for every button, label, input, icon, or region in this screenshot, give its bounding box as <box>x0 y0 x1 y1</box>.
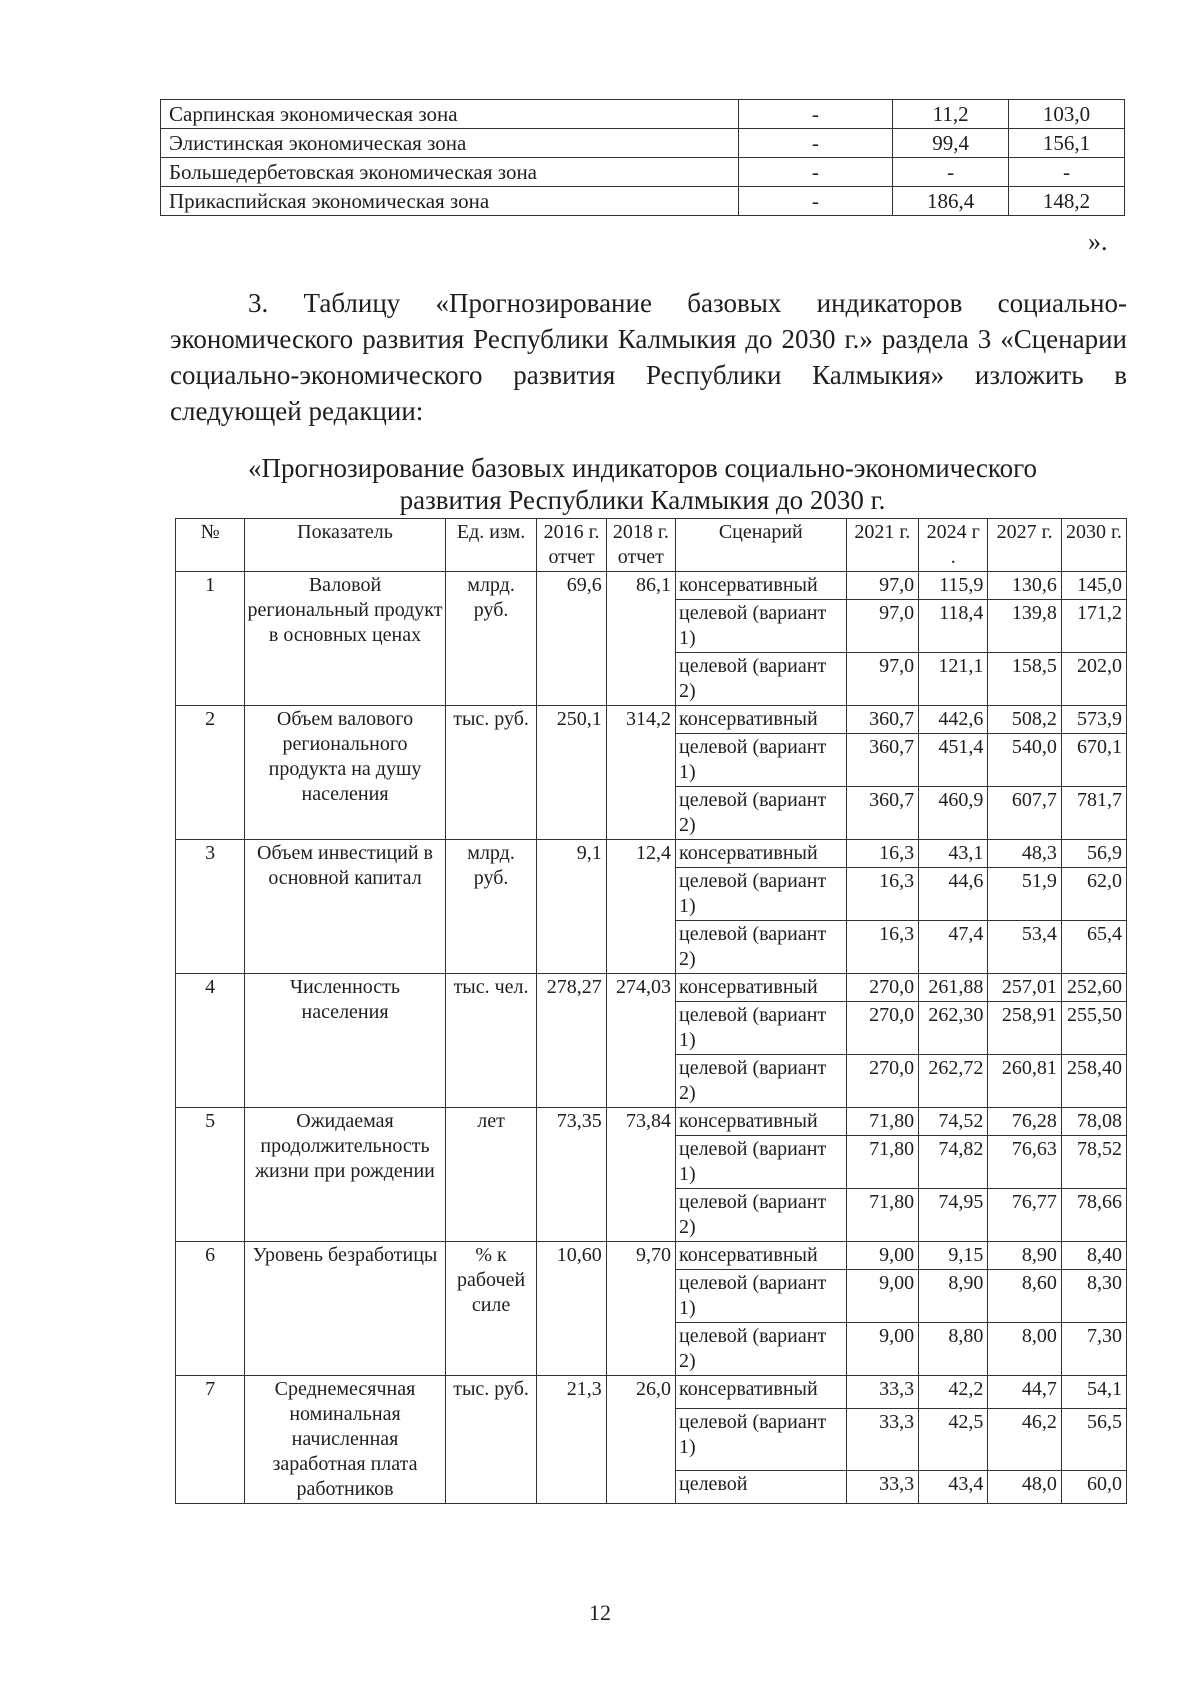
value-2024: 43,4 <box>919 1471 988 1504</box>
value-2027: 44,7 <box>988 1376 1062 1409</box>
header-indicator: Показатель <box>245 519 445 572</box>
value-2016: 69,6 <box>537 572 606 706</box>
value-2018: 12,4 <box>606 840 675 974</box>
value-2030: 202,0 <box>1061 653 1126 706</box>
scenario-name: целевой <box>676 1471 847 1504</box>
value-2024: 8,80 <box>919 1323 988 1376</box>
value-2027: 8,90 <box>988 1242 1062 1270</box>
indicator-unit: тыс. руб. <box>445 1376 537 1504</box>
row-number: 7 <box>176 1376 245 1504</box>
value-2021: 9,00 <box>846 1242 918 1270</box>
value-2021: 33,3 <box>846 1471 918 1504</box>
value-2027: 51,9 <box>988 868 1062 921</box>
indicator-name: Ожидаемая продолжительность жизни при рождении <box>245 1108 445 1242</box>
scenario-name: целевой (вариант 2) <box>676 787 847 840</box>
table-row <box>176 1376 1127 1409</box>
zone-row <box>161 129 1125 158</box>
value-2027: 607,7 <box>988 787 1062 840</box>
value-2030: 255,50 <box>1061 1002 1126 1055</box>
zone-value-2: 186,4 <box>893 187 1009 216</box>
scenario-name: целевой (вариант 1) <box>676 1270 847 1323</box>
value-2016: 278,27 <box>537 974 606 1108</box>
value-2021: 71,80 <box>846 1108 918 1136</box>
indicator-unit: тыс. чел. <box>445 974 537 1108</box>
value-2018: 73,84 <box>606 1108 675 1242</box>
scenario-name: целевой (вариант 1) <box>676 1408 847 1470</box>
amendment-paragraph <box>170 285 1127 429</box>
value-2021: 16,3 <box>846 868 918 921</box>
zone-row <box>161 100 1125 129</box>
indicator-name: Численность населения <box>245 974 445 1108</box>
caption-line-2: развития Республики Калмыкия до 2030 г. <box>399 485 886 515</box>
scenario-name: целевой (вариант 1) <box>676 600 847 653</box>
value-2024: 44,6 <box>919 868 988 921</box>
closing-quote: ». <box>1088 227 1108 256</box>
indicator-unit: лет <box>445 1108 537 1242</box>
scenario-name: целевой (вариант 2) <box>676 921 847 974</box>
value-2030: 8,40 <box>1061 1242 1126 1270</box>
value-2024: 121,1 <box>919 653 988 706</box>
value-2030: 78,66 <box>1061 1189 1126 1242</box>
value-2024: 74,52 <box>919 1108 988 1136</box>
scenario-name: целевой (вариант 1) <box>676 734 847 787</box>
value-2021: 97,0 <box>846 653 918 706</box>
value-2024: 442,6 <box>919 706 988 734</box>
table-caption <box>160 452 1125 516</box>
row-number: 2 <box>176 706 245 840</box>
scenario-name: консервативный <box>676 572 847 600</box>
zone-value-2: 99,4 <box>893 129 1009 158</box>
scenario-name: целевой (вариант 1) <box>676 1002 847 1055</box>
indicator-unit: млрд. руб. <box>445 572 537 706</box>
header-scenario: Сценарий <box>676 519 847 572</box>
zone-value-3: 156,1 <box>1009 129 1125 158</box>
value-2027: 48,3 <box>988 840 1062 868</box>
value-2024: 451,4 <box>919 734 988 787</box>
value-2024: 262,30 <box>919 1002 988 1055</box>
forecast-table <box>175 518 1127 1504</box>
header-2030: 2030 г. <box>1061 519 1126 572</box>
value-2024: 43,1 <box>919 840 988 868</box>
table-row <box>176 572 1127 600</box>
table-row <box>176 974 1127 1002</box>
value-2021: 360,7 <box>846 734 918 787</box>
table-header-row <box>176 519 1127 572</box>
value-2021: 71,80 <box>846 1189 918 1242</box>
value-2021: 270,0 <box>846 1055 918 1108</box>
value-2021: 360,7 <box>846 787 918 840</box>
indicator-name: Объем инвестиций в основной капитал <box>245 840 445 974</box>
table-row <box>176 1242 1127 1270</box>
table-row <box>176 840 1127 868</box>
value-2027: 53,4 <box>988 921 1062 974</box>
value-2027: 130,6 <box>988 572 1062 600</box>
value-2030: 8,30 <box>1061 1270 1126 1323</box>
header-unit: Ед. изм. <box>445 519 537 572</box>
value-2018: 314,2 <box>606 706 675 840</box>
scenario-name: консервативный <box>676 840 847 868</box>
indicator-name: Уровень безработицы <box>245 1242 445 1376</box>
zone-row <box>161 187 1125 216</box>
scenario-name: целевой (вариант 1) <box>676 1136 847 1189</box>
zone-row <box>161 158 1125 187</box>
value-2030: 781,7 <box>1061 787 1126 840</box>
value-2030: 56,9 <box>1061 840 1126 868</box>
row-number: 1 <box>176 572 245 706</box>
zone-value-2: 11,2 <box>893 100 1009 129</box>
value-2021: 71,80 <box>846 1136 918 1189</box>
value-2030: 78,08 <box>1061 1108 1126 1136</box>
indicator-unit: % к рабочей силе <box>445 1242 537 1376</box>
value-2024: 115,9 <box>919 572 988 600</box>
header-2021: 2021 г. <box>846 519 918 572</box>
table-row <box>176 1108 1127 1136</box>
value-2027: 8,00 <box>988 1323 1062 1376</box>
value-2021: 33,3 <box>846 1376 918 1409</box>
value-2030: 573,9 <box>1061 706 1126 734</box>
indicator-unit: тыс. руб. <box>445 706 537 840</box>
value-2027: 540,0 <box>988 734 1062 787</box>
zone-value-1: - <box>738 158 893 187</box>
scenario-name: целевой (вариант 1) <box>676 868 847 921</box>
value-2030: 252,60 <box>1061 974 1126 1002</box>
header-2024: 2024 г . <box>919 519 988 572</box>
row-number: 4 <box>176 974 245 1108</box>
row-number: 5 <box>176 1108 245 1242</box>
value-2021: 270,0 <box>846 974 918 1002</box>
value-2030: 145,0 <box>1061 572 1126 600</box>
indicator-name: Валовой региональный продукт в основных ценах <box>245 572 445 706</box>
zone-value-3: 103,0 <box>1009 100 1125 129</box>
value-2024: 262,72 <box>919 1055 988 1108</box>
value-2027: 76,28 <box>988 1108 1062 1136</box>
value-2021: 16,3 <box>846 840 918 868</box>
row-number: 3 <box>176 840 245 974</box>
value-2030: 171,2 <box>1061 600 1126 653</box>
zone-value-1: - <box>738 100 893 129</box>
value-2021: 97,0 <box>846 600 918 653</box>
value-2021: 33,3 <box>846 1408 918 1470</box>
value-2021: 16,3 <box>846 921 918 974</box>
value-2030: 258,40 <box>1061 1055 1126 1108</box>
zone-value-3: 148,2 <box>1009 187 1125 216</box>
scenario-name: целевой (вариант 2) <box>676 1189 847 1242</box>
scenario-name: целевой (вариант 2) <box>676 1323 847 1376</box>
value-2030: 56,5 <box>1061 1408 1126 1470</box>
zone-name: Большедербетовская экономическая зона <box>161 158 739 187</box>
value-2021: 270,0 <box>846 1002 918 1055</box>
page-number: 12 <box>589 1600 611 1625</box>
scenario-name: консервативный <box>676 1242 847 1270</box>
value-2024: 74,82 <box>919 1136 988 1189</box>
value-2024: 47,4 <box>919 921 988 974</box>
value-2021: 9,00 <box>846 1270 918 1323</box>
value-2030: 78,52 <box>1061 1136 1126 1189</box>
indicator-unit: млрд. руб. <box>445 840 537 974</box>
header-2027: 2027 г. <box>988 519 1062 572</box>
value-2024: 74,95 <box>919 1189 988 1242</box>
value-2018: 274,03 <box>606 974 675 1108</box>
row-number: 6 <box>176 1242 245 1376</box>
scenario-name: консервативный <box>676 1376 847 1409</box>
value-2024: 42,2 <box>919 1376 988 1409</box>
value-2024: 118,4 <box>919 600 988 653</box>
value-2016: 21,3 <box>537 1376 606 1504</box>
value-2018: 26,0 <box>606 1376 675 1504</box>
value-2027: 260,81 <box>988 1055 1062 1108</box>
value-2021: 360,7 <box>846 706 918 734</box>
paragraph-text: 3. Таблицу «Прогнозирование базовых индикаторов социально-экономического развития Республики Калмыкия до 2030 г.» раздела 3 «Сценарии социально-экономического развития Республики Калмыкия» изложить в следующей редакции: <box>170 288 1127 426</box>
zone-value-3: - <box>1009 158 1125 187</box>
caption-line-1: «Прогнозирование базовых индикаторов социально-экономического <box>247 453 1038 483</box>
zone-name: Прикаспийская экономическая зона <box>161 187 739 216</box>
value-2030: 7,30 <box>1061 1323 1126 1376</box>
value-2030: 60,0 <box>1061 1471 1126 1504</box>
scenario-name: целевой (вариант 2) <box>676 1055 847 1108</box>
value-2018: 86,1 <box>606 572 675 706</box>
value-2030: 670,1 <box>1061 734 1126 787</box>
value-2027: 76,63 <box>988 1136 1062 1189</box>
value-2027: 158,5 <box>988 653 1062 706</box>
scenario-name: консервативный <box>676 706 847 734</box>
value-2024: 8,90 <box>919 1270 988 1323</box>
zone-name: Сарпинская экономическая зона <box>161 100 739 129</box>
header-2016: 2016 г. отчет <box>537 519 606 572</box>
zone-name: Элистинская экономическая зона <box>161 129 739 158</box>
economic-zones-table <box>160 99 1125 216</box>
header-num: № <box>176 519 245 572</box>
value-2024: 9,15 <box>919 1242 988 1270</box>
indicator-name: Среднемесячная номинальная начисленная заработная плата работников <box>245 1376 445 1504</box>
header-2018: 2018 г. отчет <box>606 519 675 572</box>
value-2021: 97,0 <box>846 572 918 600</box>
value-2024: 460,9 <box>919 787 988 840</box>
value-2027: 76,77 <box>988 1189 1062 1242</box>
value-2027: 508,2 <box>988 706 1062 734</box>
zone-value-2: - <box>893 158 1009 187</box>
value-2027: 258,91 <box>988 1002 1062 1055</box>
scenario-name: целевой (вариант 2) <box>676 653 847 706</box>
indicator-name: Объем валового регионального продукта на душу населения <box>245 706 445 840</box>
scenario-name: консервативный <box>676 974 847 1002</box>
value-2030: 62,0 <box>1061 868 1126 921</box>
value-2016: 9,1 <box>537 840 606 974</box>
value-2018: 9,70 <box>606 1242 675 1376</box>
table-row <box>176 706 1127 734</box>
value-2024: 42,5 <box>919 1408 988 1470</box>
value-2024: 261,88 <box>919 974 988 1002</box>
value-2030: 54,1 <box>1061 1376 1126 1409</box>
value-2016: 73,35 <box>537 1108 606 1242</box>
value-2027: 8,60 <box>988 1270 1062 1323</box>
zone-value-1: - <box>738 129 893 158</box>
value-2016: 250,1 <box>537 706 606 840</box>
value-2027: 46,2 <box>988 1408 1062 1470</box>
scenario-name: консервативный <box>676 1108 847 1136</box>
value-2016: 10,60 <box>537 1242 606 1376</box>
value-2027: 139,8 <box>988 600 1062 653</box>
value-2027: 48,0 <box>988 1471 1062 1504</box>
value-2027: 257,01 <box>988 974 1062 1002</box>
value-2030: 65,4 <box>1061 921 1126 974</box>
zone-value-1: - <box>738 187 893 216</box>
value-2021: 9,00 <box>846 1323 918 1376</box>
